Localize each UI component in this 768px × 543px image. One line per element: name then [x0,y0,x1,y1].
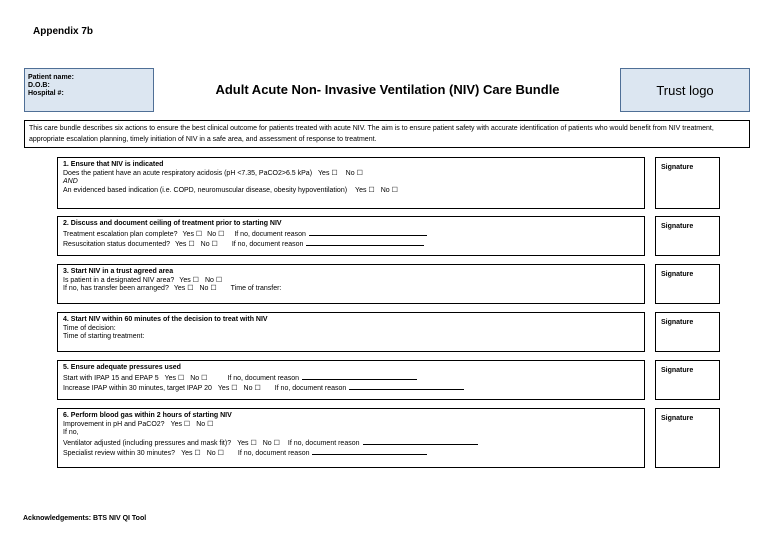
care-item-question: An evidenced based indication (i.e. COPD, neuromuscular disease, obesity hypoventilation) Yes ☐ No ☐ [63,186,398,194]
transfer-time-label: Time of transfer: [230,285,282,292]
and-label: AND [63,178,78,185]
intro-text: This care bundle describes six actions to ensure the best clinical outcome for patients treated with acute NIV. The aim is to ensure patient safety with accurate identification of patients who would benefit from NIV treatment, appropriate escalation planning, timely initiation of NIV in a safe area, and assessment of response to treatment. [24,120,750,148]
no-checkbox[interactable]: No ☐ [243,385,261,392]
signature-label: Signature [661,367,694,374]
yes-checkbox[interactable]: Yes ☐ [175,241,195,248]
care-item-title: 1. Ensure that NIV is indicated [63,161,164,168]
care-item-4 [57,312,645,352]
care-item-6 [57,408,645,468]
signature-label: Signature [661,164,694,171]
signature-box-4[interactable] [655,312,720,352]
signature-label: Signature [661,223,694,230]
signature-label: Signature [661,319,694,326]
no-checkbox[interactable]: No ☐ [199,285,217,292]
no-checkbox[interactable]: No ☐ [345,169,363,177]
signature-box-3[interactable] [655,264,720,304]
page-title: Adult Acute Non- Invasive Ventilation (NIV) Care Bundle [215,82,560,97]
care-item-question: Start with IPAP 15 and EPAP 5 Yes ☐ No ☐ If no, document reason [63,373,639,384]
signature-label: Signature [661,271,694,278]
no-checkbox[interactable]: No ☐ [262,439,280,447]
yes-checkbox[interactable]: Yes ☐ [173,285,194,292]
yes-checkbox[interactable]: Yes ☐ [237,439,257,447]
care-item-question: Ventilator adjusted (including pressures and mask fit)? Yes ☐ No ☐ If no, document reason [63,438,639,449]
yes-checkbox[interactable]: Yes ☐ [318,169,338,177]
care-item-5 [57,360,645,400]
reason-input[interactable] [309,229,427,236]
no-checkbox[interactable]: No ☐ [206,450,224,457]
treatment-time-label: Time of starting treatment: [63,333,145,340]
reason-input[interactable] [312,448,427,455]
decision-time-label: Time of decision: [63,324,116,332]
signature-box-2[interactable] [655,216,720,256]
no-checkbox[interactable]: No ☐ [196,420,214,428]
patient-name-label: Patient name: [28,74,74,81]
care-item-title: 5. Ensure adequate pressures used [63,364,181,371]
care-item-question: Treatment escalation plan complete? Yes ☐ No ☐ If no, document reason [63,229,639,240]
care-item-question: Improvement in pH and PaCO2? Yes ☐ No ☐ [63,420,214,428]
care-item-question: Resuscitation status documented? Yes ☐ No ☐ If no, document reason [63,239,639,250]
yes-checkbox[interactable]: Yes ☐ [217,385,238,392]
signature-box-6[interactable] [655,408,720,468]
care-item-1 [57,157,645,209]
no-checkbox[interactable]: No ☐ [207,230,225,238]
reason-input[interactable] [302,373,417,380]
acknowledgements: Acknowledgements: BTS NIV QI Tool [23,515,147,522]
hospital-number-label: Hospital #: [28,90,64,97]
trust-logo-label: Trust logo [656,82,714,98]
care-item-2 [57,216,645,256]
care-item-question: Does the patient have an acute respiratory acidosis (pH <7.35, PaCO2>6.5 kPa) Yes ☐ No ☐ [63,169,363,177]
appendix-label: Appendix 7b [33,26,94,37]
yes-checkbox[interactable]: Yes ☐ [181,450,201,457]
no-checkbox[interactable]: No ☐ [190,374,208,382]
signature-box-1[interactable] [655,157,720,209]
signature-label: Signature [661,415,694,422]
care-item-title: 2. Discuss and document ceiling of treatment prior to starting NIV [63,220,282,227]
trust-logo-box [620,68,750,112]
dob-label: D.O.B: [28,82,50,89]
yes-checkbox[interactable]: Yes ☐ [164,374,185,382]
reason-input[interactable] [306,239,424,246]
patient-details-box [24,68,154,112]
care-item-title: 4. Start NIV within 60 minutes of the decision to treat with NIV [63,316,268,323]
care-item-question: Increase IPAP within 30 minutes, target IPAP 20 Yes ☐ No ☐ If no, document reason [63,383,639,394]
if-no-label: If no, [63,429,79,436]
yes-checkbox[interactable]: Yes ☐ [182,230,203,238]
care-item-3 [57,264,645,304]
yes-checkbox[interactable]: Yes ☐ [355,186,375,194]
no-checkbox[interactable]: No ☐ [380,186,398,194]
no-checkbox[interactable]: No ☐ [200,241,218,248]
yes-checkbox[interactable]: Yes ☐ [170,420,191,428]
reason-input[interactable] [349,383,464,390]
reason-input[interactable] [363,438,478,445]
signature-box-5[interactable] [655,360,720,400]
care-item-title: 3. Start NIV in a trust agreed area [63,268,174,275]
care-item-title: 6. Perform blood gas within 2 hours of starting NIV [63,412,232,419]
care-item-question: Specialist review within 30 minutes? Yes ☐ No ☐ If no, document reason [63,448,639,459]
care-item-question: If no, has transfer been arranged? Yes ☐ No ☐ Time of transfer: [63,285,282,292]
care-item-question: Is patient in a designated NIV area? Yes ☐ No ☐ [63,276,223,284]
yes-checkbox[interactable]: Yes ☐ [179,276,199,284]
no-checkbox[interactable]: No ☐ [204,276,223,284]
